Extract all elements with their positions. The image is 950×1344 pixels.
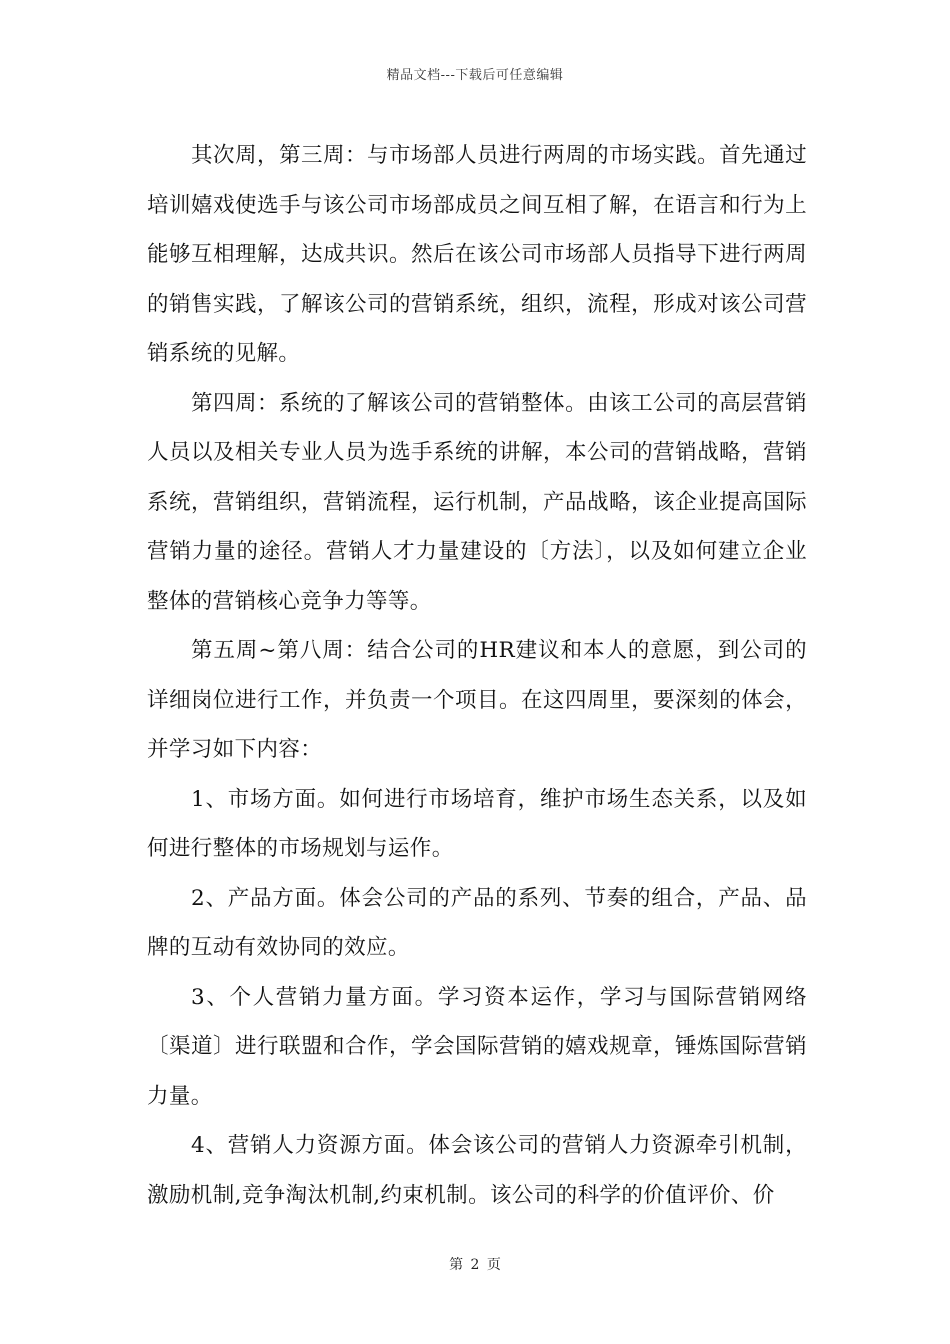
- paragraph: 第四周：系统的了解该公司的营销整体。由该工公司的高层营销人员以及相关专业人员为选手系统的讲解，本公司的营销战略，营销系统，营销组织，营销流程，运行机制，产品战略，该企业提高国际营销力量的途径。营销人才力量建设的〔方法〕，以及如何建立企业整体的营销核心竞争力等等。: [147, 390, 807, 614]
- page-header: 精品文档---下载后可任意编辑: [386, 68, 564, 83]
- list-item: 4、营销人力资源方面。体会该公司的营销人力资源牵引机制，激励机制,竞争淘汰机制,约束机制。该公司的科学的价值评价、价: [147, 1133, 807, 1208]
- list-item: 1、市场方面。如何进行市场培育，维护市场生态关系，以及如何进行整体的市场规划与运作。: [147, 786, 807, 861]
- document-body: [147, 131, 807, 1220]
- list-item: 3、个人营销力量方面。学习资本运作，学习与国际营销网络〔渠道〕进行联盟和合作，学会国际营销的嬉戏规章，锤炼国际营销力量。: [147, 984, 807, 1109]
- paragraph: 其次周，第三周：与市场部人员进行两周的市场实践。首先通过培训嬉戏使选手与该公司市场部成员之间互相了解，在语言和行为上能够互相理解，达成共识。然后在该公司市场部人员指导下进行两周的销售实践，了解该公司的营销系统，组织，流程，形成对该公司营销系统的见解。: [147, 143, 807, 366]
- paragraph: 第五周~第八周：结合公司的HR建议和本人的意愿，到公司的详细岗位进行工作，并负责一个项目。在这四周里，要深刻的体会，并学习如下内容：: [147, 638, 807, 762]
- page-number: 第 2 页: [449, 1257, 501, 1273]
- list-item: 2、产品方面。体会公司的产品的系列、节奏的组合，产品、品牌的互动有效协同的效应。: [147, 885, 807, 960]
